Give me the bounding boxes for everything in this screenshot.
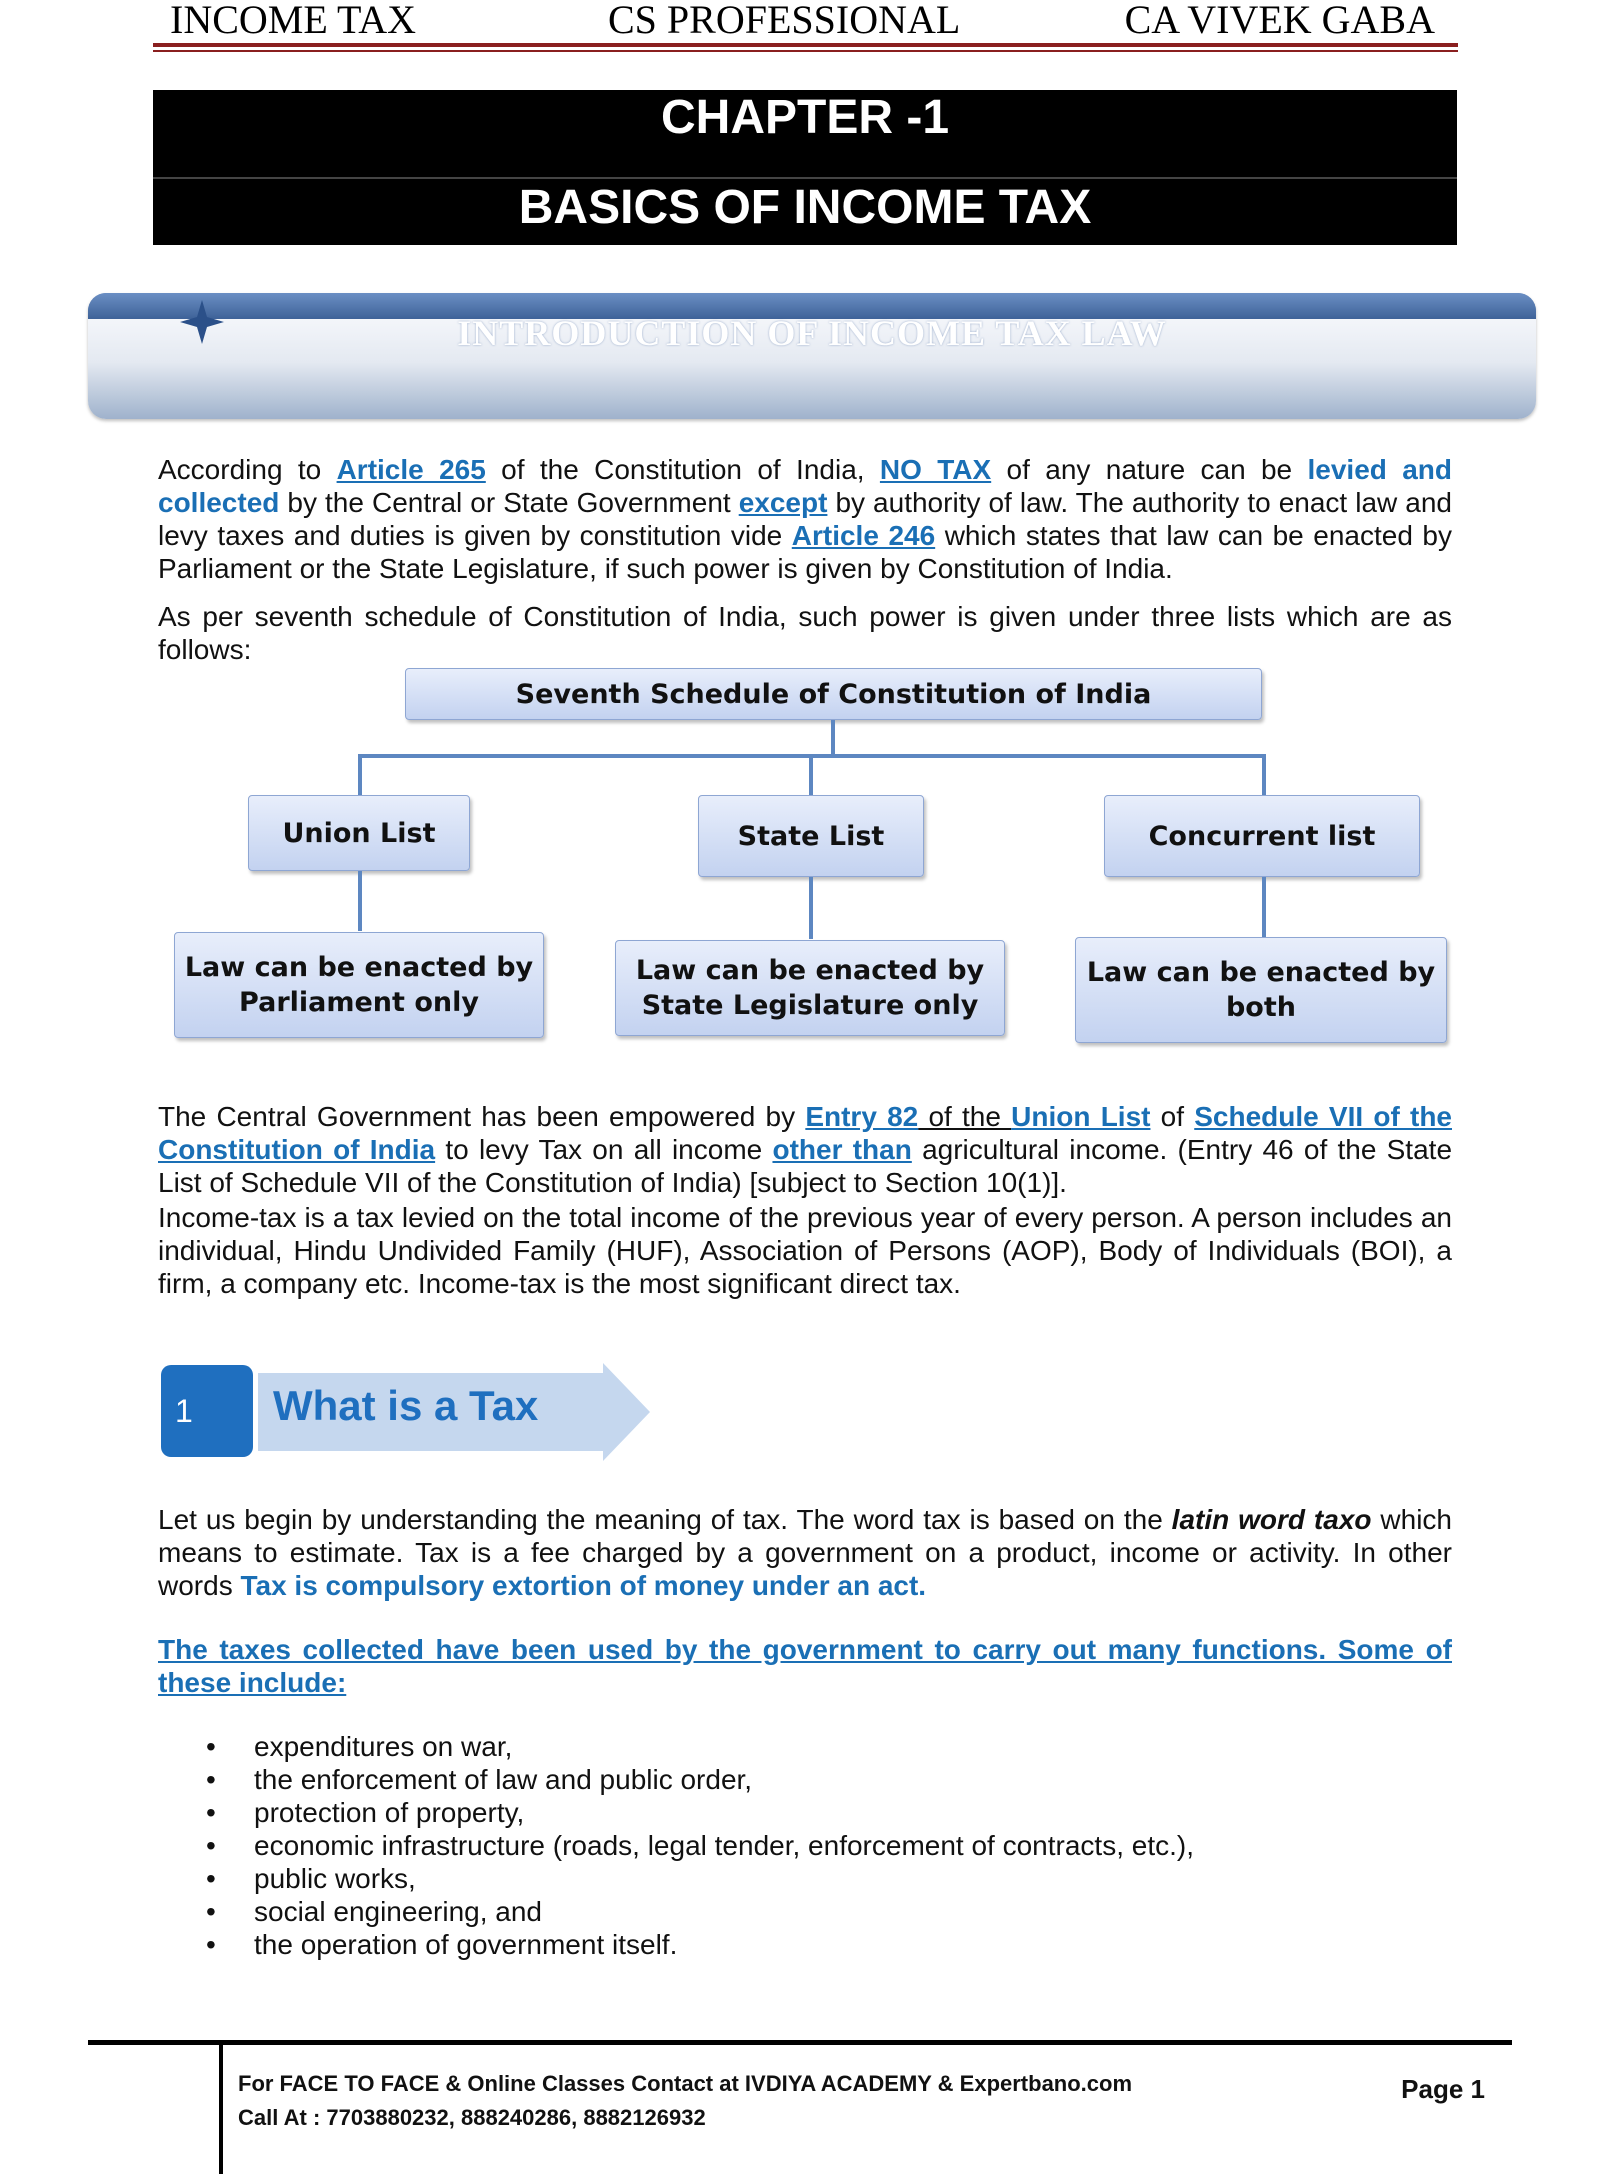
list-item: • the operation of government itself.: [158, 1928, 1452, 1961]
functions-heading: The taxes collected have been used by the government to carry out many functions. Some of these include:: [158, 1634, 1452, 1698]
header-rule: [153, 43, 1458, 47]
list-item: • protection of property,: [158, 1796, 1452, 1829]
list-item: • public works,: [158, 1862, 1452, 1895]
page-number: Page 1: [1401, 2074, 1485, 2104]
list-item: • expenditures on war,: [158, 1730, 1452, 1763]
connector: [809, 754, 813, 796]
section-title: What is a Tax: [273, 1382, 539, 1429]
footer-rule: [88, 2040, 1512, 2045]
income-tax-paragraph: Income-tax is a tax levied on the total income of the previous year of every person. A person includes an individual, Hindu Undivided Family (HUF), Association of Persons (AOP), Body of Individuals (BOI), a firm, a company etc. Income-tax is the most significant direct tax.: [158, 1202, 1452, 1299]
diagram-root: Seventh Schedule of Constitution of India: [405, 668, 1262, 720]
diagram-state-list: State List: [698, 795, 924, 877]
diagram-concurrent-list: Concurrent list: [1104, 795, 1420, 877]
functions-list: [158, 1730, 1452, 1961]
footer-phone: Call At : 7703880232, 888240286, 8882126932: [238, 2105, 706, 2130]
tax-meaning-paragraph: Let us begin by understanding the meaning of tax. The word tax is based on the latin word taxo which means to estimate. Tax is a fee charged by a government on a product, income or activity. In other words Tax is compulsory extortion of money under an act.: [158, 1504, 1452, 1601]
chapter-title: BASICS OF INCOME TAX: [518, 181, 1092, 234]
header-left: INCOME TAX: [170, 0, 417, 42]
intro-paragraph: According to Article 265 of the Constitution of India, NO TAX of any nature can be levied and collected by the Central or State Government except by authority of law. The authority to enact law and levy taxes and duties is given by constitution vide Article 246 which states that law can be enacted by Parliament or the State Legislature, if such power is given by Constitution of India.: [158, 454, 1453, 584]
connector: [1262, 754, 1266, 796]
header-center: CS PROFESSIONAL: [608, 0, 961, 42]
connector: [831, 720, 835, 756]
no-tax-link[interactable]: NO TAX: [879, 454, 992, 485]
connector: [358, 754, 362, 796]
diagram-concurrent-desc: Law can be enacted by both: [1075, 937, 1447, 1043]
header-rule-thin: [153, 50, 1458, 52]
connector: [358, 871, 362, 931]
schedule-paragraph: As per seventh schedule of Constitution of India, such power is given under three lists which are as follows:: [158, 601, 1452, 665]
diagram-state-desc: Law can be enacted by State Legislature only: [615, 940, 1005, 1036]
article-265-link[interactable]: Article 265: [336, 454, 486, 485]
footer-divider: [219, 2040, 223, 2174]
entry-82-link[interactable]: Entry 82: [805, 1101, 919, 1132]
list-item: • the enforcement of law and public order,: [158, 1763, 1452, 1796]
list-item: • economic infrastructure (roads, legal tender, enforcement of contracts, etc.),: [158, 1829, 1452, 1862]
chapter-divider: [153, 177, 1457, 179]
footer-contact: For FACE TO FACE & Online Classes Contact at IVDIYA ACADEMY & Expertbano.com: [238, 2071, 1133, 2096]
chapter-number: CHAPTER -1: [660, 91, 950, 144]
union-list-link[interactable]: Union List: [1011, 1101, 1151, 1132]
diagram-union-desc: Law can be enacted by Parliament only: [174, 932, 544, 1038]
schedule-vii-link[interactable]: Schedule VII of the Constitution of India: [158, 1101, 1452, 1165]
list-item: • social engineering, and: [158, 1895, 1452, 1928]
other-than-link[interactable]: other than: [772, 1134, 912, 1165]
connector: [1262, 877, 1266, 939]
entry82-paragraph: The Central Government has been empowered by Entry 82 of the Union List of Schedule VII of the Constitution of India to levy Tax on all income other than agricultural income. (Entry 46 of the State List of Schedule VII of the Constitution of India) [subject to Section 10(1)].: [158, 1101, 1453, 1198]
header-right: CA VIVEK GABA: [1124, 0, 1435, 42]
except-link[interactable]: except: [738, 487, 828, 518]
section-number-badge: 1: [161, 1365, 253, 1457]
diagram-union-list: Union List: [248, 795, 470, 871]
section-banner-title: INTRODUCTION OF INCOME TAX LAW: [457, 313, 1167, 353]
article-246-link[interactable]: Article 246: [791, 520, 936, 551]
connector: [809, 877, 813, 939]
